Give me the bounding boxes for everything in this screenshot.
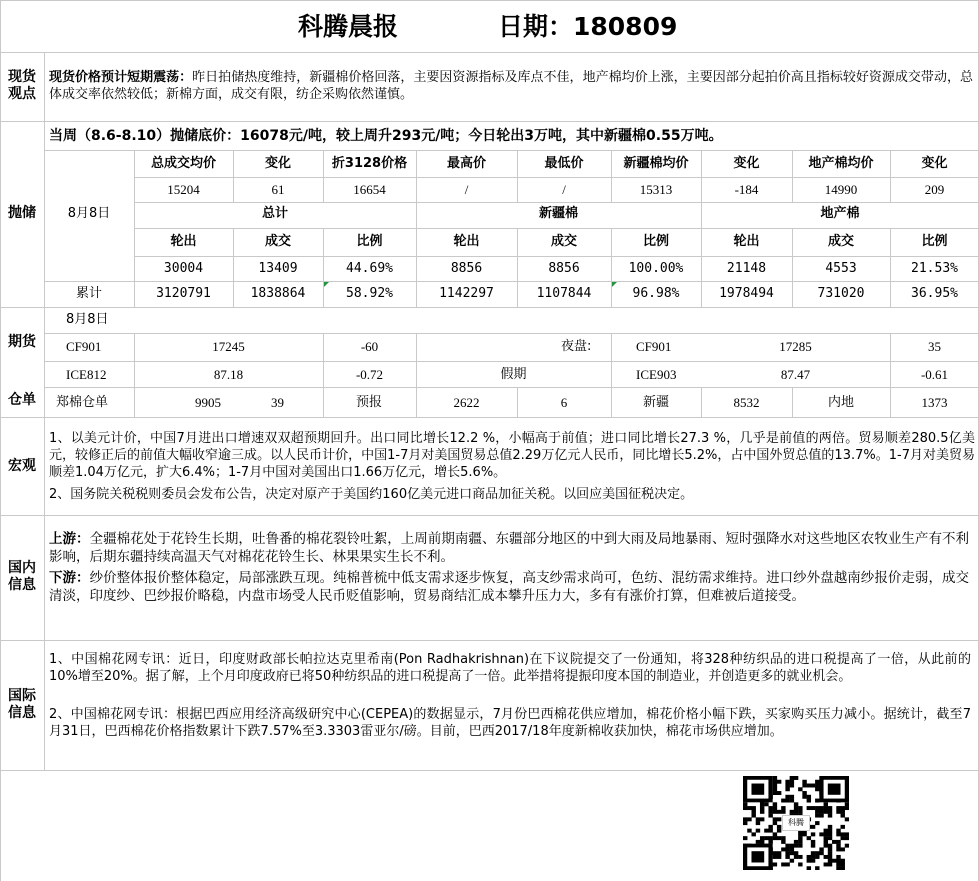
day-value-cell: 8856 bbox=[450, 261, 483, 276]
futures-row1-change: -60 bbox=[360, 339, 379, 354]
xinjiang-value: 8532 bbox=[733, 395, 760, 410]
cell-marker-icon bbox=[612, 282, 617, 287]
futures-night2-change: -0.61 bbox=[920, 367, 949, 382]
macro-paragraph-2: 2、国务院关税税则委员会发布公告，决定对原产于美国约160亿美元进口商品加征关税。以回应美国征税决定。 bbox=[49, 487, 694, 502]
section-label-domestic bbox=[0, 560, 44, 594]
sub-header-cell: 成交 bbox=[264, 234, 291, 249]
day-value-cell: 100.00% bbox=[628, 261, 684, 276]
group-header: 总计 bbox=[261, 206, 288, 221]
sub-header-cell: 轮出 bbox=[733, 234, 760, 249]
spot-body: 昨日拍储热度维持，新疆棉价格回落，主要因资源指标及库点不佳，地产棉均价上涨，主要因部分起拍价高且指标较好资源成交带动，总体成交率依然较低；新棉方面，成交有限，纺企采购依然谨慎。 bbox=[49, 70, 973, 102]
price-header-cell: 变化 bbox=[733, 156, 760, 171]
day-value-cell: 21.53% bbox=[911, 261, 958, 276]
upstream-text: 全疆棉花处于花铃生长期，吐鲁番的棉花裂铃吐絮，上周前期南疆、东疆部分地区的中到大雨及局地暴雨、短时强降水对这些地区农牧业生产有不利影响，后期东疆持续高温天气对棉花花铃生长、林果果实生长不利。 bbox=[49, 531, 970, 565]
report-title: 科腾晨报 bbox=[298, 12, 399, 41]
forecast-value: 2622 bbox=[453, 395, 480, 410]
price-header-cell: 折3128价格 bbox=[331, 156, 408, 171]
warehouse-name: 郑棉仓单 bbox=[56, 395, 109, 410]
futures-row2-change: -0.72 bbox=[355, 367, 384, 382]
sub-header-cell: 比例 bbox=[921, 234, 948, 249]
macro-paragraph-1: 1、以美元计价，中国7月进出口增速双双超预期回升。出口同比增长12.2 %，小幅高于前值；进口同比增长27.3 %，几乎是前值的两倍。贸易顺差280.5亿美元，较修正后的前值大幅收窄逾三成。以人民币计价，中国1-7月对美国贸易总值2.29万亿元人民币，同比增长5.2%，占中国外贸总值的13.7%。1-7月对美贸易顺差1.04万亿元，扩大6.4%；1-7月中国对美国出口1.66万亿元，增长5.6%。 bbox=[49, 431, 975, 480]
price-value-cell: 14990 bbox=[824, 182, 858, 197]
auction-summary: 当周（8.6-8.10）抛储底价：16078元/吨，较上周升293元/吨；今日轮出3万吨，其中新疆棉0.55万吨。 bbox=[49, 128, 723, 144]
futures-row2-name: ICE812 bbox=[66, 367, 107, 382]
section-label-international bbox=[0, 688, 44, 722]
price-header-cell: 总成交均价 bbox=[150, 156, 216, 171]
section-label-warehouse: 仓单 bbox=[8, 392, 36, 408]
day-value-cell: 8856 bbox=[548, 261, 580, 276]
sub-header-cell: 比例 bbox=[356, 234, 383, 249]
warehouse-change: 39 bbox=[271, 395, 284, 410]
day-value-cell: 13409 bbox=[258, 261, 298, 276]
domestic-downstream bbox=[49, 569, 969, 605]
holiday-label: 假期 bbox=[500, 367, 527, 382]
international-paragraph-1: 1、中国棉花网专讯：近日，印度财政部长帕拉达克里希南(Pon Radhakrishnan)在下议院提交了一份通知，将328种纺织品的进口税提高了一倍，从此前的10%增至20%。据了解，上个月印度政府已将50种纺织品的进口税提高了一倍。此举措将提振印度本国的制造业，并创造更多的就业机会。 bbox=[49, 652, 971, 684]
spot-label-line2: 观点 bbox=[8, 86, 36, 102]
futures-date: 8月8日 bbox=[66, 312, 109, 327]
sub-header-cell: 轮出 bbox=[453, 234, 480, 249]
cumulative-value-cell: 36.95% bbox=[911, 286, 958, 301]
cumulative-value-cell: 96.98% bbox=[632, 286, 680, 301]
price-header-cell: 最高价 bbox=[446, 156, 486, 171]
spot-view-text bbox=[49, 69, 973, 103]
price-value-cell: 15313 bbox=[639, 182, 673, 197]
price-value-cell: -184 bbox=[734, 182, 759, 197]
inland-value: 1373 bbox=[921, 395, 948, 410]
day-value-cell: 4553 bbox=[825, 261, 857, 276]
forecast-change: 6 bbox=[560, 395, 568, 410]
upstream-lead: 上游： bbox=[49, 531, 90, 547]
futures-night1-name: CF901 bbox=[636, 339, 672, 354]
warehouse-value: 9905 bbox=[195, 395, 221, 410]
international-label-line1: 国际 bbox=[8, 688, 36, 704]
cell-marker-icon bbox=[324, 282, 329, 287]
cumulative-value-cell: 1838864 bbox=[250, 286, 306, 301]
price-header-cell: 新疆棉均价 bbox=[623, 156, 689, 171]
futures-row1-name: CF901 bbox=[66, 339, 102, 354]
day-value-cell: 30004 bbox=[163, 261, 204, 276]
price-value-cell: 15204 bbox=[167, 182, 200, 197]
auction-date: 8月8日 bbox=[67, 206, 111, 221]
price-value-cell: 61 bbox=[271, 182, 285, 197]
domestic-label-line2: 信息 bbox=[8, 577, 36, 593]
price-header-cell: 变化 bbox=[921, 156, 948, 171]
day-value-cell: 44.69% bbox=[346, 261, 393, 276]
price-value-cell: / bbox=[464, 182, 469, 197]
section-label-futures: 期货 bbox=[8, 334, 36, 350]
futures-night2-price: 87.47 bbox=[780, 367, 811, 382]
spot-label-line1: 现货 bbox=[8, 69, 36, 85]
international-paragraph-2: 2、中国棉花网专讯：根据巴西应用经济高级研究中心(CEPEA)的数据显示，7月份巴西棉花供应增加，棉花价格小幅下跌，买家购买压力减小。据统计，截至7月31日，巴西棉花价格指数累计下跌7.57%至3.3303雷亚尔/磅。目前，巴西2017/18年度新棉收获加快，棉花市场供应增加。 bbox=[49, 707, 971, 739]
sub-header-cell: 成交 bbox=[550, 234, 577, 249]
group-header: 新疆棉 bbox=[538, 206, 578, 221]
price-value-cell: 16654 bbox=[353, 182, 386, 197]
spot-lead: 现货价格预计短期震荡： bbox=[49, 70, 193, 85]
cumulative-value-cell: 3120791 bbox=[156, 286, 211, 301]
futures-row1-price: 17245 bbox=[212, 339, 245, 354]
night-session-label: 夜盘: bbox=[561, 339, 592, 354]
cumulative-value-cell: 731020 bbox=[817, 286, 865, 301]
cumulative-value-cell: 58.92% bbox=[346, 286, 393, 301]
qr-caption: 科腾 bbox=[782, 815, 810, 831]
inland-label: 内地 bbox=[827, 395, 854, 410]
domestic-upstream bbox=[49, 530, 969, 566]
sub-header-cell: 轮出 bbox=[170, 234, 197, 249]
qr-code-image bbox=[743, 776, 849, 870]
section-label-auction: 抛储 bbox=[8, 205, 36, 221]
price-header-cell: 最低价 bbox=[544, 156, 584, 171]
sub-header-cell: 比例 bbox=[642, 234, 669, 249]
futures-night1-price: 17285 bbox=[779, 339, 812, 354]
price-value-cell: 209 bbox=[924, 182, 945, 197]
day-value-cell: 21148 bbox=[726, 261, 767, 276]
group-header: 地产棉 bbox=[820, 206, 860, 221]
price-header-cell: 变化 bbox=[264, 156, 291, 171]
downstream-lead: 下游： bbox=[49, 570, 90, 586]
futures-night2-name: ICE903 bbox=[636, 367, 677, 382]
domestic-label-line1: 国内 bbox=[8, 560, 36, 576]
cumulative-value-cell: 1142297 bbox=[439, 286, 494, 301]
price-header-cell: 地产棉均价 bbox=[808, 156, 874, 171]
price-value-cell: / bbox=[562, 182, 566, 197]
section-label-macro: 宏观 bbox=[8, 458, 36, 474]
cumulative-value-cell: 1978494 bbox=[719, 286, 774, 301]
international-label-line2: 信息 bbox=[8, 705, 36, 721]
cumulative-label: 累计 bbox=[75, 286, 102, 301]
report-date: 日期：180809 bbox=[498, 12, 678, 41]
downstream-text: 纱价整体报价整体稳定，局部涨跌互现。纯棉普梳中低支需求逐步恢复，高支纱需求尚可，色纺、混纺需求维持。进口纱外盘越南纱报价走弱，成交清淡，印度纱、巴纱报价略稳，内盘市场受人民币贬值影响，贸易商结汇成本攀升压力大，多有有涨价打算，但难被后道接受。 bbox=[49, 570, 970, 604]
sub-header-cell: 成交 bbox=[827, 234, 854, 249]
futures-row2-price: 87.18 bbox=[213, 367, 244, 382]
cumulative-value-cell: 1107844 bbox=[536, 286, 592, 301]
futures-night1-change: 35 bbox=[928, 339, 941, 354]
section-label-spot bbox=[0, 69, 44, 103]
xinjiang-label: 新疆 bbox=[642, 395, 669, 410]
forecast-label: 预报 bbox=[356, 395, 383, 410]
